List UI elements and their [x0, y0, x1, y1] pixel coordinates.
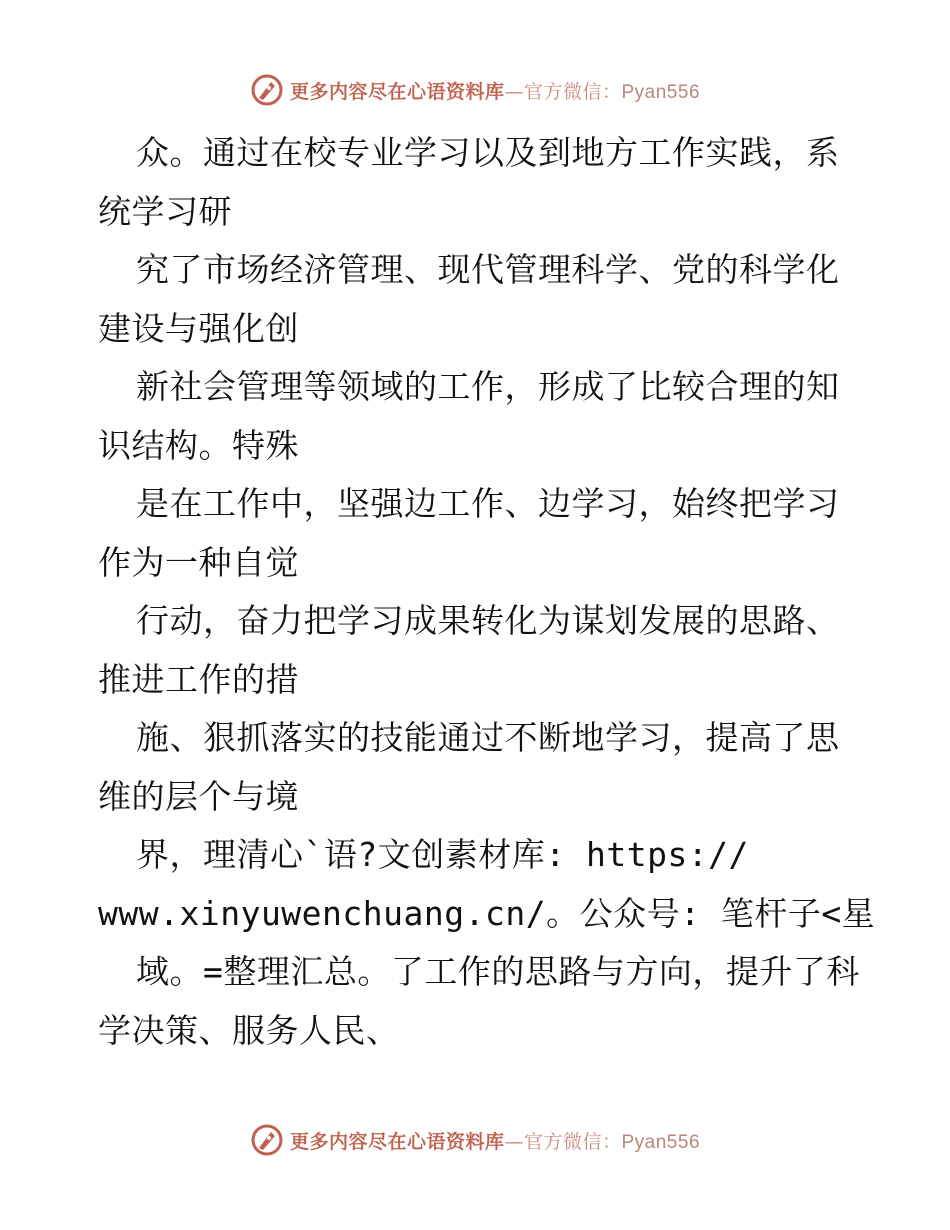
document-body [98, 124, 876, 1060]
header-banner-text [290, 77, 700, 104]
pen-nib-circle-icon [250, 73, 284, 107]
body-line: 学决策、服务人民、 [98, 1010, 400, 1050]
body-line: 是在工作中，坚强边工作、边学习，始终把学习 [136, 484, 840, 523]
body-line: 行动，奋力把学习成果转化为谋划发展的思路、 [136, 601, 840, 640]
header-brand: 更多内容尽在心语资料库 [289, 80, 505, 103]
body-line: 究了市场经济管理、现代管理科学、党的科学化 [136, 250, 840, 289]
footer-watermark-banner [0, 1120, 950, 1160]
body-line: 建设与强化创 [98, 308, 299, 348]
body-line: 域。=整理汇总。了工作的思路与方向，提升了科 [136, 952, 860, 991]
body-line: www.xinyuwenchuang.cn/。公众号: 笔杆子<星 [98, 893, 876, 933]
body-line: 统学习研 [98, 191, 232, 231]
body-line: 识结构。特殊 [98, 425, 299, 465]
header-watermark-banner [0, 70, 950, 110]
footer-brand: 更多内容尽在心语资料库 [289, 1130, 505, 1153]
footer-banner-text [290, 1127, 700, 1154]
body-line: 维的层个与境 [98, 776, 299, 816]
pen-nib-circle-icon [250, 1123, 284, 1157]
body-line: 新社会管理等领域的工作，形成了比较合理的知 [136, 367, 840, 406]
footer-wechat-label: 官方微信： [523, 1130, 622, 1153]
body-line: 作为一种自觉 [98, 542, 299, 582]
footer-separator: — [504, 1130, 524, 1153]
body-line: 推进工作的措 [98, 659, 299, 699]
body-line: 界，理清心`语?文创素材库: https:// [136, 835, 749, 874]
header-wechat-label: 官方微信： [523, 80, 622, 103]
body-line: 施、狠抓落实的技能通过不断地学习，提高了思 [136, 718, 840, 757]
header-separator: — [504, 80, 524, 103]
footer-wechat-handle: Pyan556 [621, 1131, 701, 1153]
body-line: 众。通过在校专业学习以及到地方工作实践，系 [136, 133, 840, 172]
header-wechat-handle: Pyan556 [621, 81, 701, 103]
